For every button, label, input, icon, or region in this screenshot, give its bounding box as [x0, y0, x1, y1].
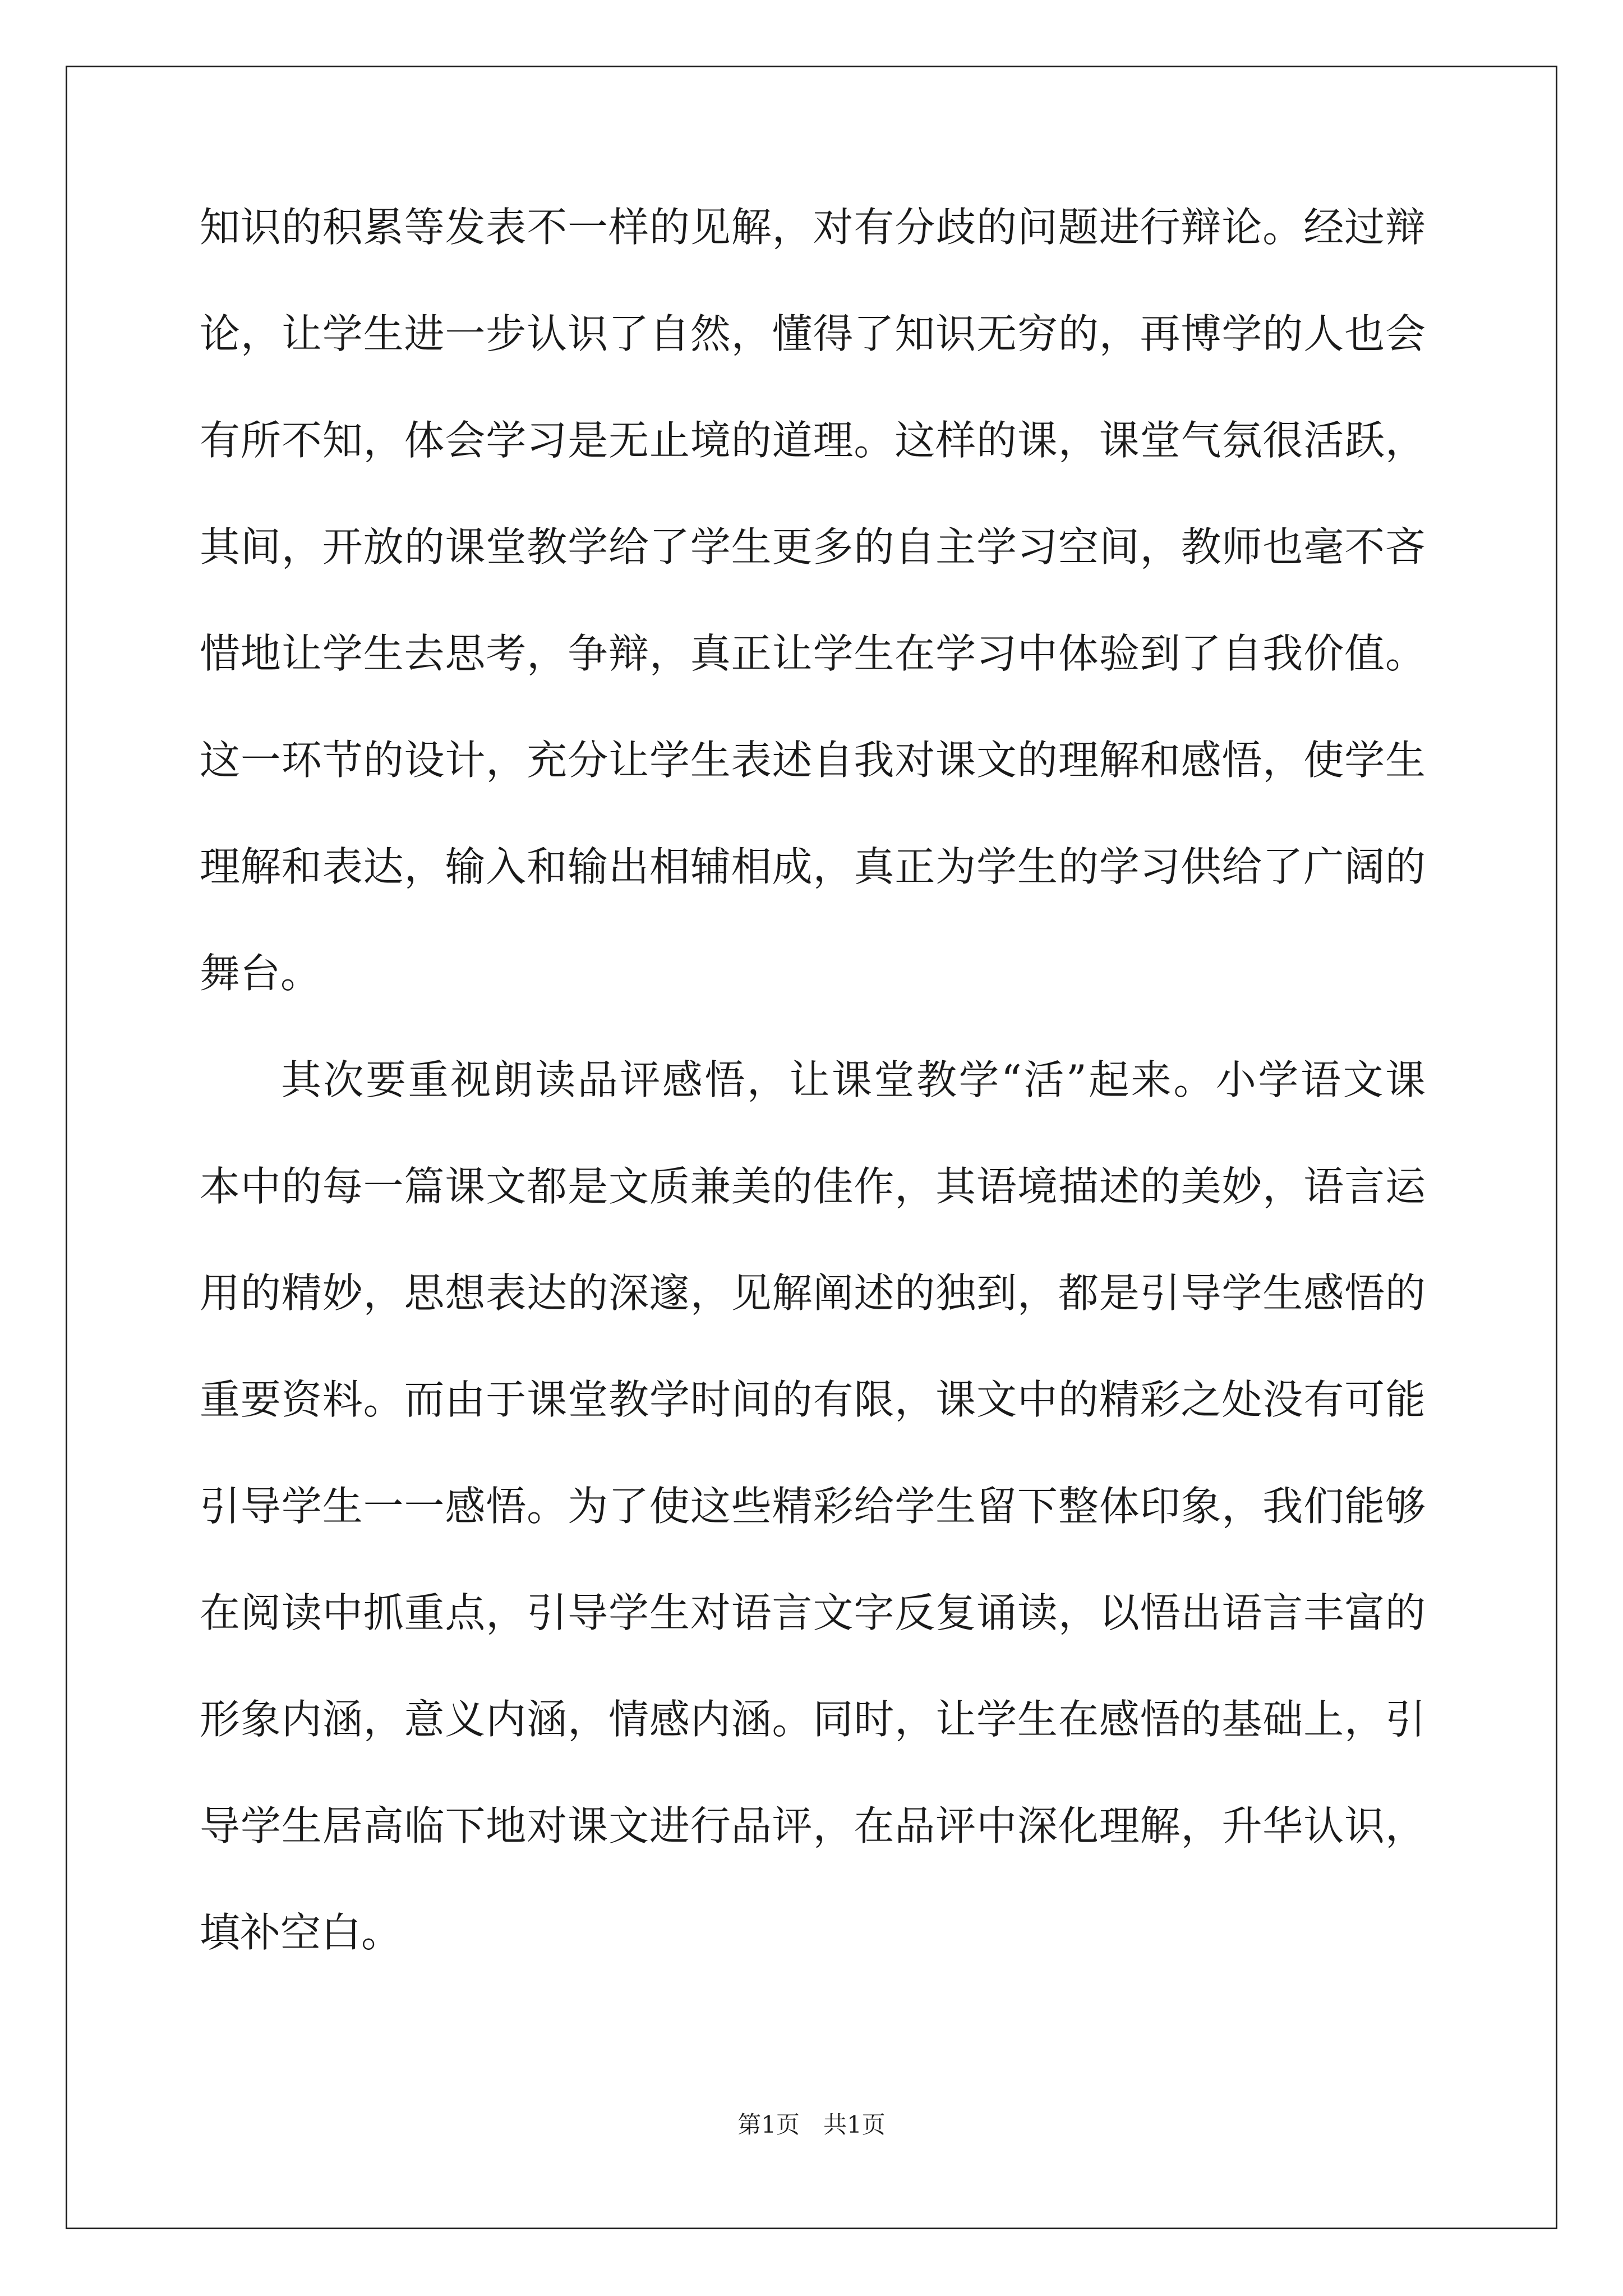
paragraph-2-line-7: 形象内涵，意义内涵，情感内涵。同时，让学生在感悟的基础上，引	[200, 1696, 1426, 1743]
paragraph-1-line-4: 其间，开放的课堂教学给了学生更多的自主学习空间，教师也毫不吝	[200, 523, 1426, 570]
paragraph-2-line-3: 用的精妙，思想表达的深邃，见解阐述的独到，都是引导学生感悟的	[200, 1269, 1426, 1317]
paragraph-1-line-6: 这一环节的设计，充分让学生表述自我对课文的理解和感悟，使学生	[200, 737, 1426, 784]
paragraph-2-line-4: 重要资料。而由于课堂教学时间的有限，课文中的精彩之处没有可能	[200, 1376, 1426, 1423]
paragraph-2-line-9: 填补空白。	[200, 1909, 402, 1956]
page-footer: 第1页 共1页	[737, 2111, 886, 2138]
paragraph-2-line-1: 其次要重视朗读品评感悟，让课堂教学“活”起来。小学语文课	[281, 1056, 1426, 1103]
paragraph-1-line-7: 理解和表达，输入和输出相辅相成，真正为学生的学习供给了广阔的	[200, 843, 1426, 890]
paragraph-2-line-5: 引导学生一一感悟。为了使这些精彩给学生留下整体印象，我们能够	[200, 1483, 1426, 1530]
paragraph-2-line-8: 导学生居高临下地对课文进行品评，在品评中深化理解，升华认识，	[200, 1802, 1426, 1849]
paragraph-1-line-8: 舞台。	[200, 950, 321, 997]
paragraph-1-line-3: 有所不知，体会学习是无止境的道理。这样的课，课堂气氛很活跃，	[200, 417, 1426, 464]
paragraph-1-line-5: 惜地让学生去思考，争辩，真正让学生在学习中体验到了自我价值。	[200, 630, 1426, 677]
paragraph-1-line-1: 知识的积累等发表不一样的见解，对有分歧的问题进行辩论。经过辩	[200, 204, 1426, 251]
paragraph-1-line-2: 论，让学生进一步认识了自然，懂得了知识无穷的，再博学的人也会	[200, 310, 1426, 357]
paragraph-2-line-2: 本中的每一篇课文都是文质兼美的佳作，其语境描述的美妙，语言运	[200, 1163, 1426, 1210]
paragraph-2-line-6: 在阅读中抓重点，引导学生对语言文字反复诵读，以悟出语言丰富的	[200, 1589, 1426, 1636]
